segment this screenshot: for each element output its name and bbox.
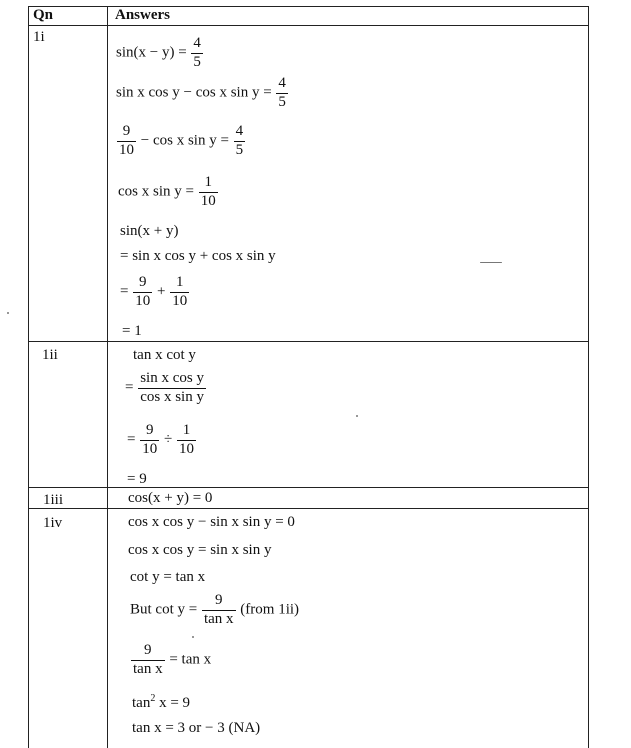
column-divider: [107, 6, 108, 748]
fraction: [234, 124, 246, 159]
answer-line: tan x = 3 or − 3 (NA): [132, 720, 261, 736]
answer-line: cos x cos y = sin x sin y: [128, 542, 272, 558]
answer-line: [130, 643, 211, 678]
math-text: (from 1ii): [236, 601, 300, 618]
denominator: 10: [142, 440, 158, 457]
question-number-1i: 1i: [33, 29, 45, 45]
question-number-1iv: 1iv: [43, 515, 63, 531]
row-divider-1iii-1iv: [28, 508, 588, 509]
answer-line: sin(x + y): [120, 223, 179, 239]
fraction: [276, 76, 288, 111]
answer-line: tan x cot y: [133, 347, 196, 363]
numerator: 9: [144, 642, 152, 658]
answer-line: [118, 175, 219, 210]
numerator: 9: [122, 123, 131, 139]
table-top-border: [28, 6, 588, 7]
math-text: +: [153, 283, 170, 300]
denominator: cos x sin y: [140, 388, 204, 405]
scan-speck: [356, 415, 358, 417]
denominator: 10: [135, 292, 151, 309]
answer-line: [127, 423, 197, 458]
table-left-border: [28, 6, 29, 748]
scan-speck: [192, 636, 194, 638]
math-text: sin(x − y) =: [116, 44, 191, 61]
fraction: [131, 643, 165, 678]
question-number-1ii: 1ii: [42, 347, 58, 363]
answer-line: cot y = tan x: [130, 569, 206, 585]
math-text: sin x cos y − cos x sin y =: [116, 84, 276, 101]
denominator: 5: [193, 53, 201, 70]
answer-line: = 9: [127, 471, 147, 487]
fraction: [199, 175, 218, 210]
numerator: 4: [235, 123, 244, 139]
numerator: 1: [175, 274, 184, 290]
numerator: 1: [204, 174, 212, 190]
scan-speck: [480, 262, 502, 263]
numerator: 4: [278, 75, 286, 91]
math-text: =: [127, 431, 140, 448]
row-divider-1i-1ii: [28, 341, 588, 342]
answer-line: cos(x + y) = 0: [128, 490, 213, 506]
denominator: 10: [172, 292, 188, 309]
header-bottom-border: [28, 25, 588, 26]
header-qn: Qn: [33, 7, 54, 23]
denominator: 10: [119, 141, 134, 158]
scan-speck: [7, 312, 9, 314]
answer-line: [130, 593, 299, 628]
answer-line: = sin x cos y + cos x sin y: [120, 248, 276, 264]
denominator: 10: [200, 192, 216, 209]
fraction: [138, 371, 206, 406]
row-divider-1ii-1iii: [28, 487, 588, 488]
exponent: 2: [150, 693, 156, 704]
numerator: 9: [215, 592, 223, 608]
fraction: [202, 593, 236, 628]
math-text: cos x sin y =: [118, 183, 198, 200]
denominator: tan x: [133, 660, 163, 677]
denominator: 5: [278, 93, 286, 110]
math-text: − cos x sin y =: [137, 132, 233, 149]
math-text: ÷: [160, 431, 176, 448]
fraction: [191, 36, 203, 71]
fraction: [140, 423, 159, 458]
denominator: 5: [235, 141, 244, 158]
answer-line: [116, 124, 246, 159]
math-text: = tan x: [165, 651, 212, 668]
fraction: [170, 275, 189, 310]
fraction: [133, 275, 152, 310]
denominator: tan x: [203, 610, 234, 627]
numerator: 9: [138, 274, 147, 290]
math-text: But cot y =: [130, 601, 201, 618]
numerator: 9: [145, 422, 154, 438]
denominator: 10: [178, 440, 194, 457]
answer-line: [116, 36, 204, 71]
question-number-1iii: 1iii: [43, 492, 64, 508]
header-answers: Answers: [115, 7, 170, 23]
answer-line: [120, 275, 190, 310]
math-text: tan: [132, 695, 151, 711]
table-right-border: [588, 6, 589, 748]
math-text: x = 9: [155, 695, 191, 711]
answer-line: [116, 76, 289, 111]
math-text: =: [125, 379, 138, 396]
answer-line: cos x cos y − sin x sin y = 0: [128, 514, 295, 530]
numerator: 1: [182, 422, 191, 438]
answer-line: [132, 694, 190, 711]
numerator: 4: [193, 35, 201, 51]
numerator: sin x cos y: [140, 370, 204, 386]
fraction: [177, 423, 196, 458]
fraction: [117, 124, 136, 159]
answer-line: = 1: [122, 323, 142, 339]
math-text: =: [120, 283, 133, 300]
answer-line: [125, 371, 207, 406]
